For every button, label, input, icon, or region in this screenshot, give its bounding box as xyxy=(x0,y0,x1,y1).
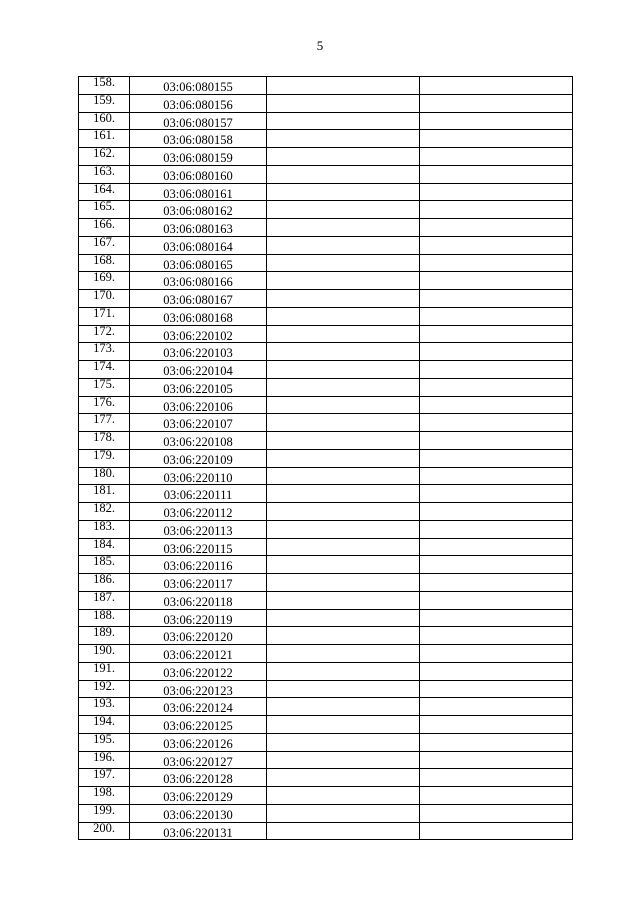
empty-cell-a xyxy=(267,680,420,698)
table-row xyxy=(79,485,573,503)
cadastral-code: 03:06:220109 xyxy=(163,452,233,467)
cadastral-code: 03:06:220127 xyxy=(163,754,233,769)
table-row xyxy=(79,378,573,396)
row-number-cell xyxy=(79,520,130,538)
cadastral-code: 03:06:080160 xyxy=(163,168,233,183)
row-number: 160. xyxy=(93,110,115,125)
empty-cell-a xyxy=(267,716,420,734)
table-row xyxy=(79,822,573,840)
cadastral-code-cell xyxy=(130,538,267,556)
cadastral-table xyxy=(78,76,573,840)
cadastral-code-cell xyxy=(130,414,267,432)
empty-cell-a xyxy=(267,467,420,485)
row-number: 183. xyxy=(93,518,115,533)
table-row xyxy=(79,112,573,130)
empty-cell-b xyxy=(420,414,573,432)
page-number: 5 xyxy=(316,38,324,53)
cadastral-code: 03:06:080156 xyxy=(163,97,233,112)
empty-cell-b xyxy=(420,165,573,183)
table-row xyxy=(79,432,573,450)
cadastral-code-cell xyxy=(130,94,267,112)
cadastral-code: 03:06:220102 xyxy=(163,328,233,343)
row-number: 169. xyxy=(93,270,115,285)
row-number-cell xyxy=(79,165,130,183)
row-number-cell xyxy=(79,662,130,680)
empty-cell-b xyxy=(420,574,573,592)
row-number-cell xyxy=(79,77,130,95)
table-row xyxy=(79,254,573,272)
cadastral-code-cell xyxy=(130,272,267,290)
cadastral-code: 03:06:220121 xyxy=(163,648,233,662)
row-number-cell xyxy=(79,698,130,716)
empty-cell-b xyxy=(420,645,573,663)
cadastral-code-cell xyxy=(130,609,267,627)
empty-cell-b xyxy=(420,716,573,734)
row-number: 192. xyxy=(93,678,115,693)
cadastral-code-cell xyxy=(130,804,267,822)
empty-cell-a xyxy=(267,520,420,538)
row-number: 196. xyxy=(93,749,115,764)
table-row xyxy=(79,414,573,432)
empty-cell-a xyxy=(267,822,420,840)
cadastral-code-cell xyxy=(130,662,267,680)
row-number-cell xyxy=(79,201,130,219)
empty-cell-a xyxy=(267,538,420,556)
empty-cell-a xyxy=(267,94,420,112)
table-row xyxy=(79,574,573,592)
empty-cell-a xyxy=(267,662,420,680)
row-number: 195. xyxy=(93,731,115,746)
row-number-cell xyxy=(79,822,130,840)
row-number: 174. xyxy=(93,359,115,373)
row-number-cell xyxy=(79,361,130,379)
cadastral-code-cell xyxy=(130,449,267,467)
empty-cell-b xyxy=(420,627,573,645)
cadastral-code: 03:06:220110 xyxy=(163,470,233,485)
empty-cell-a xyxy=(267,751,420,769)
empty-cell-b xyxy=(420,520,573,538)
cadastral-code: 03:06:220117 xyxy=(163,577,233,591)
row-number: 194. xyxy=(93,714,115,728)
empty-cell-a xyxy=(267,183,420,201)
cadastral-code-cell xyxy=(130,112,267,130)
row-number: 161. xyxy=(93,128,115,143)
cadastral-code-cell xyxy=(130,343,267,361)
row-number-cell xyxy=(79,716,130,734)
cadastral-code: 03:06:080163 xyxy=(163,222,233,236)
empty-cell-b xyxy=(420,272,573,290)
empty-cell-a xyxy=(267,307,420,325)
table-row xyxy=(79,556,573,574)
cadastral-code-cell xyxy=(130,396,267,414)
table-row xyxy=(79,467,573,485)
empty-cell-b xyxy=(420,698,573,716)
cadastral-code-cell xyxy=(130,680,267,698)
empty-cell-a xyxy=(267,219,420,237)
row-number: 170. xyxy=(93,288,115,302)
row-number: 162. xyxy=(93,146,115,160)
row-number: 199. xyxy=(93,802,115,817)
empty-cell-a xyxy=(267,325,420,343)
table-row xyxy=(79,183,573,201)
table-row xyxy=(79,325,573,343)
cadastral-code: 03:06:220116 xyxy=(163,559,233,574)
row-number: 191. xyxy=(93,660,115,675)
cadastral-code-cell xyxy=(130,130,267,148)
cadastral-code: 03:06:220112 xyxy=(163,506,233,520)
cadastral-code: 03:06:220103 xyxy=(163,346,233,361)
cadastral-code-cell xyxy=(130,733,267,751)
row-number: 168. xyxy=(93,252,115,267)
empty-cell-b xyxy=(420,769,573,787)
empty-cell-a xyxy=(267,449,420,467)
cadastral-code: 03:06:080167 xyxy=(163,293,233,307)
row-number: 185. xyxy=(93,554,115,569)
table-row xyxy=(79,751,573,769)
empty-cell-b xyxy=(420,361,573,379)
table-row xyxy=(79,733,573,751)
cadastral-code: 03:06:220113 xyxy=(163,523,233,538)
row-number-cell xyxy=(79,148,130,166)
cadastral-code-cell xyxy=(130,645,267,663)
cadastral-code: 03:06:080165 xyxy=(163,257,233,272)
row-number-cell xyxy=(79,627,130,645)
table-row xyxy=(79,591,573,609)
cadastral-code: 03:06:080166 xyxy=(163,275,233,290)
empty-cell-a xyxy=(267,485,420,503)
row-number: 178. xyxy=(93,430,115,444)
cadastral-code-cell xyxy=(130,556,267,574)
cadastral-code-cell xyxy=(130,698,267,716)
cadastral-code: 03:06:080164 xyxy=(163,239,233,254)
row-number-cell xyxy=(79,307,130,325)
cadastral-code: 03:06:220118 xyxy=(163,594,233,609)
empty-cell-b xyxy=(420,662,573,680)
empty-cell-b xyxy=(420,290,573,308)
empty-cell-b xyxy=(420,751,573,769)
empty-cell-a xyxy=(267,165,420,183)
row-number: 184. xyxy=(93,536,115,551)
cadastral-code-cell xyxy=(130,219,267,237)
cadastral-code-cell xyxy=(130,361,267,379)
empty-cell-b xyxy=(420,307,573,325)
table-row xyxy=(79,503,573,521)
empty-cell-b xyxy=(420,112,573,130)
row-number-cell xyxy=(79,804,130,822)
cadastral-code-cell xyxy=(130,148,267,166)
empty-cell-b xyxy=(420,325,573,343)
empty-cell-a xyxy=(267,591,420,609)
empty-cell-a xyxy=(267,503,420,521)
empty-cell-b xyxy=(420,94,573,112)
cadastral-code-cell xyxy=(130,574,267,592)
row-number: 187. xyxy=(93,589,115,604)
row-number: 190. xyxy=(93,643,115,657)
table-row xyxy=(79,236,573,254)
row-number: 158. xyxy=(93,75,115,89)
cadastral-code-cell xyxy=(130,254,267,272)
cadastral-code: 03:06:220107 xyxy=(163,417,233,432)
cadastral-code: 03:06:220130 xyxy=(163,807,233,822)
table-row xyxy=(79,804,573,822)
table-row xyxy=(79,538,573,556)
empty-cell-a xyxy=(267,148,420,166)
empty-cell-a xyxy=(267,290,420,308)
table-row xyxy=(79,449,573,467)
cadastral-code-cell xyxy=(130,165,267,183)
row-number-cell xyxy=(79,94,130,112)
cadastral-code-cell xyxy=(130,467,267,485)
empty-cell-a xyxy=(267,272,420,290)
row-number: 200. xyxy=(93,820,115,835)
empty-cell-a xyxy=(267,609,420,627)
row-number: 159. xyxy=(93,92,115,107)
empty-cell-b xyxy=(420,396,573,414)
table-row xyxy=(79,662,573,680)
cadastral-code: 03:06:220108 xyxy=(163,435,233,449)
empty-cell-b xyxy=(420,680,573,698)
row-number-cell xyxy=(79,130,130,148)
empty-cell-a xyxy=(267,627,420,645)
row-number-cell xyxy=(79,591,130,609)
table-row xyxy=(79,361,573,379)
row-number-cell xyxy=(79,645,130,663)
cadastral-code-cell xyxy=(130,432,267,450)
empty-cell-b xyxy=(420,183,573,201)
cadastral-code-cell xyxy=(130,751,267,769)
cadastral-code-cell xyxy=(130,77,267,95)
cadastral-code-cell xyxy=(130,290,267,308)
empty-cell-b xyxy=(420,254,573,272)
row-number-cell xyxy=(79,343,130,361)
empty-cell-a xyxy=(267,769,420,787)
empty-cell-a xyxy=(267,112,420,130)
empty-cell-b xyxy=(420,609,573,627)
empty-cell-b xyxy=(420,343,573,361)
row-number: 173. xyxy=(93,341,115,356)
empty-cell-b xyxy=(420,733,573,751)
empty-cell-b xyxy=(420,378,573,396)
cadastral-code-cell xyxy=(130,520,267,538)
row-number-cell xyxy=(79,556,130,574)
cadastral-code: 03:06:220126 xyxy=(163,736,233,751)
table-row xyxy=(79,609,573,627)
empty-cell-a xyxy=(267,236,420,254)
empty-cell-b xyxy=(420,148,573,166)
cadastral-code-cell xyxy=(130,201,267,219)
cadastral-code: 03:06:220122 xyxy=(163,665,233,680)
table-row xyxy=(79,148,573,166)
cadastral-code: 03:06:220124 xyxy=(163,701,233,716)
row-number-cell xyxy=(79,574,130,592)
cadastral-code-cell xyxy=(130,787,267,805)
row-number-cell xyxy=(79,449,130,467)
cadastral-code-cell xyxy=(130,307,267,325)
row-number: 165. xyxy=(93,199,115,214)
table-row xyxy=(79,787,573,805)
empty-cell-b xyxy=(420,822,573,840)
row-number: 163. xyxy=(93,163,115,178)
cadastral-code: 03:06:220120 xyxy=(163,630,233,645)
table-row xyxy=(79,627,573,645)
empty-cell-a xyxy=(267,77,420,95)
empty-cell-b xyxy=(420,219,573,237)
row-number: 181. xyxy=(93,483,115,498)
cadastral-code-cell xyxy=(130,325,267,343)
empty-cell-b xyxy=(420,485,573,503)
cadastral-code: 03:06:220111 xyxy=(163,488,233,503)
table-row xyxy=(79,165,573,183)
row-number: 166. xyxy=(93,217,115,231)
cadastral-code: 03:06:220105 xyxy=(163,381,233,396)
empty-cell-b xyxy=(420,503,573,521)
table-row xyxy=(79,520,573,538)
row-number: 172. xyxy=(93,323,115,338)
empty-cell-b xyxy=(420,804,573,822)
empty-cell-a xyxy=(267,645,420,663)
row-number: 171. xyxy=(93,305,115,320)
row-number: 188. xyxy=(93,607,115,622)
cadastral-code-cell xyxy=(130,591,267,609)
empty-cell-b xyxy=(420,538,573,556)
cadastral-code-cell xyxy=(130,236,267,254)
table-row xyxy=(79,94,573,112)
cadastral-code: 03:06:080161 xyxy=(163,186,233,201)
cadastral-code-cell xyxy=(130,769,267,787)
table-row xyxy=(79,698,573,716)
row-number-cell xyxy=(79,503,130,521)
empty-cell-a xyxy=(267,556,420,574)
row-number: 182. xyxy=(93,501,115,515)
empty-cell-a xyxy=(267,343,420,361)
row-number: 176. xyxy=(93,394,115,409)
empty-cell-a xyxy=(267,378,420,396)
empty-cell-a xyxy=(267,787,420,805)
empty-cell-a xyxy=(267,396,420,414)
cadastral-code-cell xyxy=(130,378,267,396)
empty-cell-a xyxy=(267,254,420,272)
cadastral-code: 03:06:080158 xyxy=(163,133,233,148)
table-row xyxy=(79,290,573,308)
empty-cell-a xyxy=(267,130,420,148)
table-row xyxy=(79,645,573,663)
row-number-cell xyxy=(79,236,130,254)
row-number: 167. xyxy=(93,234,115,249)
cadastral-code: 03:06:080159 xyxy=(163,151,233,165)
table-row xyxy=(79,77,573,95)
row-number: 186. xyxy=(93,572,115,586)
empty-cell-b xyxy=(420,467,573,485)
cadastral-code: 03:06:080155 xyxy=(163,80,233,94)
empty-cell-b xyxy=(420,236,573,254)
cadastral-code-cell xyxy=(130,485,267,503)
cadastral-code-cell xyxy=(130,183,267,201)
empty-cell-a xyxy=(267,574,420,592)
empty-cell-a xyxy=(267,361,420,379)
row-number: 164. xyxy=(93,181,115,196)
row-number-cell xyxy=(79,733,130,751)
cadastral-code: 03:06:220131 xyxy=(163,825,233,840)
cadastral-code: 03:06:220106 xyxy=(163,399,233,414)
row-number-cell xyxy=(79,378,130,396)
table-row xyxy=(79,272,573,290)
empty-cell-b xyxy=(420,201,573,219)
table-row xyxy=(79,201,573,219)
empty-cell-b xyxy=(420,449,573,467)
row-number: 189. xyxy=(93,625,115,640)
cadastral-code: 03:06:220119 xyxy=(163,612,233,627)
cadastral-code: 03:06:220104 xyxy=(163,364,233,378)
table-row xyxy=(79,769,573,787)
row-number-cell xyxy=(79,787,130,805)
cadastral-code: 03:06:080162 xyxy=(163,204,233,219)
row-number-cell xyxy=(79,272,130,290)
empty-cell-a xyxy=(267,201,420,219)
table-row xyxy=(79,343,573,361)
empty-cell-b xyxy=(420,77,573,95)
table-row xyxy=(79,307,573,325)
empty-cell-a xyxy=(267,733,420,751)
cadastral-code: 03:06:220125 xyxy=(163,719,233,733)
empty-cell-a xyxy=(267,414,420,432)
cadastral-code: 03:06:220128 xyxy=(163,772,233,787)
cadastral-code: 03:06:080168 xyxy=(163,310,233,325)
cadastral-code-cell xyxy=(130,627,267,645)
cadastral-code: 03:06:220129 xyxy=(163,790,233,804)
table-body xyxy=(79,77,573,840)
cadastral-code: 03:06:220123 xyxy=(163,683,233,698)
row-number-cell xyxy=(79,290,130,308)
cadastral-code-cell xyxy=(130,503,267,521)
row-number: 193. xyxy=(93,696,115,711)
empty-cell-a xyxy=(267,698,420,716)
empty-cell-b xyxy=(420,556,573,574)
row-number: 179. xyxy=(93,447,115,462)
table-row xyxy=(79,130,573,148)
row-number-cell xyxy=(79,219,130,237)
row-number: 197. xyxy=(93,767,115,782)
table-row xyxy=(79,396,573,414)
cadastral-code-cell xyxy=(130,716,267,734)
row-number: 180. xyxy=(93,465,115,480)
empty-cell-a xyxy=(267,432,420,450)
table-row xyxy=(79,219,573,237)
empty-cell-b xyxy=(420,130,573,148)
row-number: 177. xyxy=(93,412,115,427)
table-row xyxy=(79,716,573,734)
row-number-cell xyxy=(79,414,130,432)
empty-cell-b xyxy=(420,432,573,450)
empty-cell-b xyxy=(420,787,573,805)
row-number-cell xyxy=(79,432,130,450)
cadastral-code: 03:06:220115 xyxy=(163,541,233,556)
row-number: 175. xyxy=(93,376,115,391)
empty-cell-b xyxy=(420,591,573,609)
empty-cell-a xyxy=(267,804,420,822)
row-number-cell xyxy=(79,485,130,503)
cadastral-code: 03:06:080157 xyxy=(163,115,233,130)
row-number: 198. xyxy=(93,785,115,799)
row-number-cell xyxy=(79,769,130,787)
table-row xyxy=(79,680,573,698)
cadastral-code-cell xyxy=(130,822,267,840)
